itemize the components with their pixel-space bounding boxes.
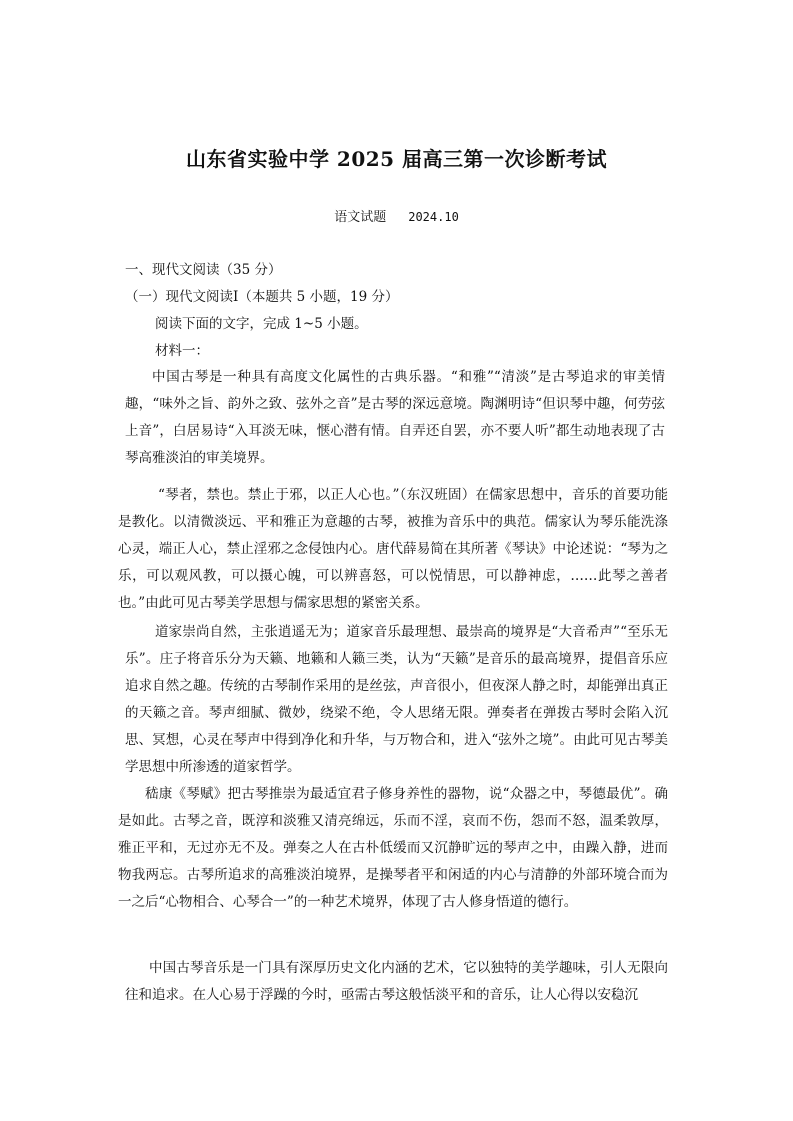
paragraph-4: 嵇康《琴赋》把古琴推崇为最适宜君子修身养性的器物，说“众器之中，琴德最优”。确是如此。古琴之音，既淳和淡雅又清亮绵远，乐而不淫，哀而不伤，怨而不怒，温柔敦厚，雅正平和，无过亦无不及。弹奏之人在古朴低缓而又沉静旷远的琴声之中，由躁入静，进而物我两忘。古琴所追求的高雅淡泊境界，是操琴者平和闲适的内心与清静的外部环境合而为一之后“心物相合、心琴合一”的一种艺术境界，体现了古人修身悟道的德行。	[118, 786, 668, 910]
material-label: 材料一：	[155, 343, 209, 359]
subject-label: 语文试题	[334, 210, 387, 225]
exam-date: 2024.10	[408, 210, 459, 224]
paragraph-3: 道家崇尚自然，主张逍遥无为；道家音乐最理想、最崇高的境界是“大音希声”“至乐无乐”。庄子将音乐分为天籁、地籁和人籁三类，认为“天籁”是音乐的最高境界，提倡音乐应追求自然之趣。传统的古琴制作采用的是丝弦，声音很小，但夜深人静之时，却能弹出真正的天籁之音。琴声细腻、微妙，绕梁不绝，令人思绪无限。弹奏者在弹拨古琴时会陷入沉思、冥想，心灵在琴声中得到净化和升华，与万物合和，进入“弦外之境”。由此可见古琴美学思想中所渗透的道家哲学。	[125, 624, 668, 775]
reading-instruction: 阅读下面的文字，完成 1~5 小题。	[155, 316, 368, 332]
section-subheading: （一）现代文阅读Ⅰ（本题共 5 小题，19 分）	[125, 289, 399, 305]
paragraph-1: 中国古琴是一种具有高度文化属性的古典乐器。“和雅”“清淡”是古琴追求的审美情趣，“味外之旨、韵外之致、弦外之音”是古琴的深远意境。陶渊明诗“但识琴中趣，何劳弦上音”，白居易诗“入耳淡无味，惬心潜有情。自弄还自罢，亦不要人听”都生动地表现了古琴高雅淡泊的审美境界。	[125, 369, 665, 466]
exam-subtitle	[0, 206, 793, 225]
paragraph-2: “琴者，禁也。禁止于邪，以正人心也。”（东汉班固）在儒家思想中，音乐的首要功能是教化。以清微淡远、平和雅正为意趣的古琴，被推为音乐中的典范。儒家认为琴乐能洗涤心灵，端正人心，禁止淫邪之念侵蚀内心。唐代薛易简在其所著《琴诀》中论述说：“琴为之乐，可以观风教，可以摄心魄，可以辨喜怒，可以悦情思，可以静神虑，……此琴之善者也。”由此可见古琴美学思想与儒家思想的紧密关系。	[118, 487, 668, 611]
paragraph-5: 中国古琴音乐是一门具有深厚历史文化内涵的艺术，它以独特的美学趣味，引人无限向往和追求。在人心易于浮躁的今时，亟需古琴这般恬淡平和的音乐，让人心得以安稳沉	[125, 960, 668, 1003]
exam-title: 山东省实验中学 2025 届高三第一次诊断考试	[185, 147, 608, 171]
section-heading: 一、现代文阅读（35 分）	[125, 262, 282, 278]
